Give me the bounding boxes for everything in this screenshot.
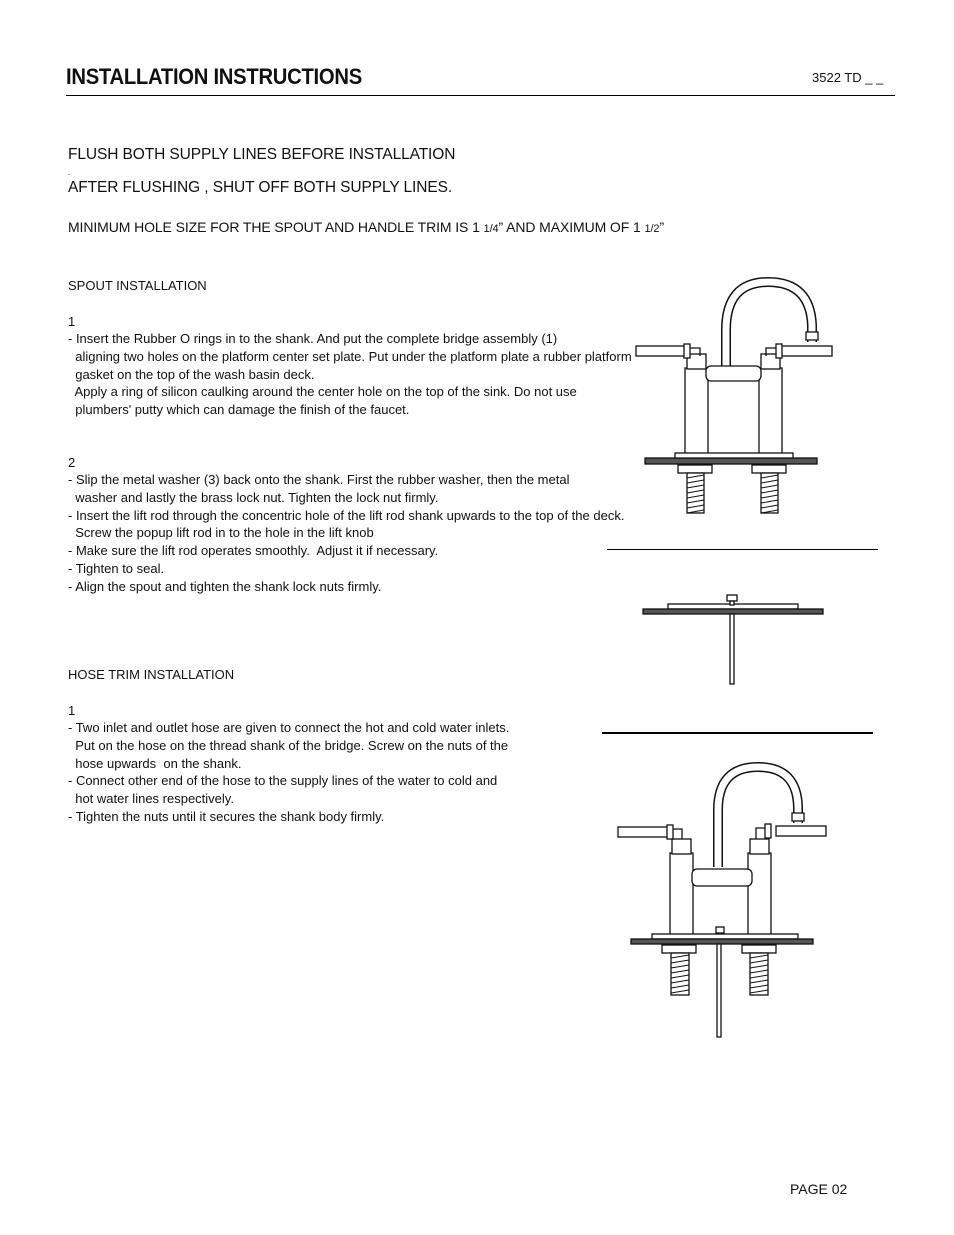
spout-step1-line: Apply a ring of silicon caulking around the center hole on the top of the sink. Do not use [68, 384, 577, 400]
spout-step2-line: - Align the spout and tighten the shank lock nuts firmly. [68, 578, 382, 594]
spout-step1-text [68, 330, 632, 419]
hose-step1-line: Put on the hose on the thread shank of the bridge. Screw on the nuts of the [68, 737, 509, 753]
spout-step2-line: - Make sure the lift rod operates smoothly. Adjust it if necessary. [68, 543, 439, 559]
spout-step2-line: Screw the popup lift rod in to the hole in the lift knob [68, 525, 374, 541]
hose-step1-text [68, 719, 509, 826]
flush-note: FLUSH BOTH SUPPLY LINES BEFORE INSTALLATION [68, 146, 456, 163]
hole-size-part-a: MINIMUM HOLE SIZE FOR THE SPOUT AND HANDLE TRIM IS 1 [68, 219, 484, 235]
hole-size-part-b: ” AND MAXIMUM OF 1 [498, 219, 645, 235]
spout-step1-number: 1 [68, 314, 76, 329]
hose-step1-number: 1 [68, 703, 76, 718]
spout-step1-line: gasket on the top of the wash basin deck. [68, 366, 315, 382]
spout-step2-line: washer and lastly the brass lock nut. Tighten the lock nut firmly. [68, 489, 439, 505]
hose-step1-line: hot water lines respectively. [68, 791, 234, 807]
complete-faucet-diagram [610, 755, 840, 1045]
spout-step2-number: 2 [68, 455, 76, 470]
spout-step2-line: - Insert the lift rod through the concentric hole of the lift rod shank upwards to the top of the deck. [68, 507, 625, 523]
spout-installation-heading: SPOUT INSTALLATION [68, 278, 207, 293]
hose-step1-line: - Tighten the nuts until it secures the shank body firmly. [68, 808, 385, 824]
hose-step1-line: - Connect other end of the hose to the supply lines of the water to cold and [68, 773, 498, 789]
faucet-assembly-diagram [620, 270, 850, 520]
hole-size-fraction-min: 1/4 [483, 223, 499, 235]
page-number: PAGE 02 [790, 1181, 848, 1197]
header-divider [66, 95, 895, 96]
diagram-divider-2 [602, 732, 873, 734]
hose-step1-line: - Two inlet and outlet hose are given to connect the hot and cold water inlets. [68, 720, 510, 735]
lift-rod-diagram [640, 590, 830, 690]
diagram-divider-1 [607, 549, 878, 550]
hole-size-part-c: ” [659, 219, 664, 235]
shut-off-note: AFTER FLUSHING , SHUT OFF BOTH SUPPLY LINES. [68, 179, 453, 196]
model-number: 3522 TD _ _ [812, 70, 884, 85]
spout-step1-line: plumbers' putty which can damage the finish of the faucet. [68, 402, 410, 418]
hole-size-fraction-max: 1/2 [644, 223, 660, 235]
spout-step2-line: - Tighten to seal. [68, 560, 165, 576]
hole-size-note [68, 219, 664, 235]
spout-step2-line: - Slip the metal washer (3) back onto the shank. First the rubber washer, then the metal [68, 472, 570, 487]
page-title: INSTALLATION INSTRUCTIONS [66, 64, 362, 89]
stray-dot: . [68, 168, 71, 177]
spout-step1-line: aligning two holes on the platform center set plate. Put under the platform plate a rubber platform [68, 348, 632, 364]
spout-step2-text [68, 471, 624, 596]
hose-trim-installation-heading: HOSE TRIM INSTALLATION [68, 667, 235, 682]
hose-step1-line: hose upwards on the shank. [68, 755, 242, 771]
spout-step1-line: - Insert the Rubber O rings in to the shank. And put the complete bridge assembly (1) [68, 331, 558, 346]
